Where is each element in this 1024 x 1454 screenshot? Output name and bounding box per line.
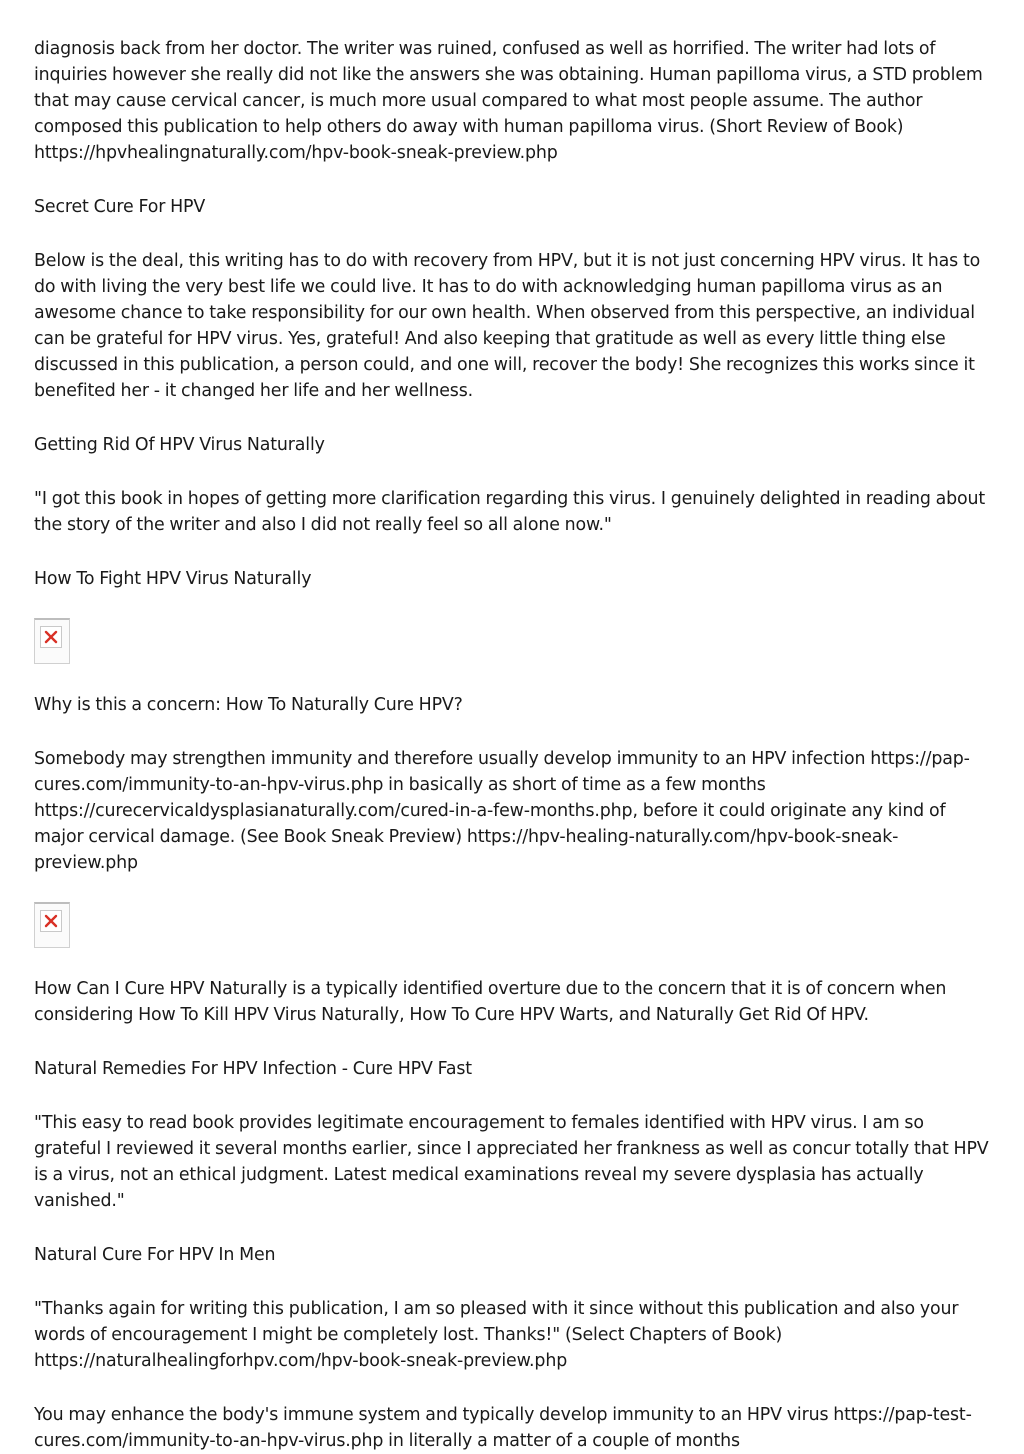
paragraph-overture: How Can I Cure HPV Naturally is a typically identified overture due to the concern that it is of concern when considering How To Kill HPV Virus Naturally, How To Cure HPV Warts, and Naturally Get Rid Of HPV. bbox=[34, 979, 947, 1025]
heading-secret-cure: Secret Cure For HPV bbox=[34, 197, 206, 217]
quote-thanks-again: "Thanks again for writing this publication, I am so pleased with it since without this publication and also your words of encouragement I might be completely lost. Thanks!" (Select Chapters of Book) https://naturalhealingforhpv.com/hpv-book-sneak-preview.php bbox=[34, 1299, 959, 1371]
paragraph-intro: diagnosis back from her doctor. The writer was ruined, confused as well as horrified. The writer had lots of inquiries however she really did not like the answers she was obtaining. Human papilloma virus, a STD problem that may cause cervical cancer, is much more usual compared to what most people assume. The author composed this publication to help others do away with human papilloma virus. (Short Review of Book) https://hpvhealingnaturally.com/hpv-book-sneak-preview.php bbox=[34, 39, 983, 163]
quote-easy-to-read: "This easy to read book provides legitimate encouragement to females identified with HPV virus. I am so grateful I reviewed it several months earlier, since I appreciated her frankness as well as concur totally that HPV is a virus, not an ethical judgment. Latest medical examinations reveal my severe dysplasia has actually vanished." bbox=[34, 1113, 989, 1211]
broken-image-icon bbox=[34, 902, 70, 948]
heading-how-to-fight: How To Fight HPV Virus Naturally bbox=[34, 569, 312, 589]
heading-getting-rid: Getting Rid Of HPV Virus Naturally bbox=[34, 435, 325, 455]
heading-why-concern: Why is this a concern: How To Naturally Cure HPV? bbox=[34, 695, 463, 715]
quote-clarification: "I got this book in hopes of getting more clarification regarding this virus. I genuinely delighted in reading about the story of the writer and also I did not really feel so all alone now." bbox=[34, 489, 986, 535]
heading-natural-remedies: Natural Remedies For HPV Infection - Cure HPV Fast bbox=[34, 1059, 472, 1079]
paragraph-enhance-immune: You may enhance the body's immune system and typically develop immunity to an HPV virus https://pap-test-cures.com/immunity-to-an-hpv-virus.php in literally a matter of a couple of months bbox=[34, 1405, 972, 1451]
paragraph-the-deal: Below is the deal, this writing has to do with recovery from HPV, but it is not just concerning HPV virus. It has to do with living the very best life we could live. It has to do with acknowledging human papilloma virus as an awesome chance to take responsibility for our own health. When observed from this perspective, an individual can be grateful for HPV virus. Yes, grateful! And also keeping that gratitude as well as every little thing else discussed in this publication, a person could, and one will, recover the body! She recognizes this works since it benefited her - it changed her life and her wellness. bbox=[34, 251, 981, 401]
paragraph-immunity: Somebody may strengthen immunity and therefore usually develop immunity to an HPV infection https://pap-cures.com/immunity-to-an-hpv-virus.php in basically as short of time as a few months https://curecervicaldysplasianaturally.com/cured-in-a-few-months.php, before it could originate any kind of major cervical damage. (See Book Sneak Preview) https://hpv-healing-naturally.com/hpv-book-sneak-preview.php bbox=[34, 749, 970, 873]
heading-natural-cure-men: Natural Cure For HPV In Men bbox=[34, 1245, 276, 1265]
broken-image-icon bbox=[34, 618, 70, 664]
document-body bbox=[34, 36, 994, 1454]
